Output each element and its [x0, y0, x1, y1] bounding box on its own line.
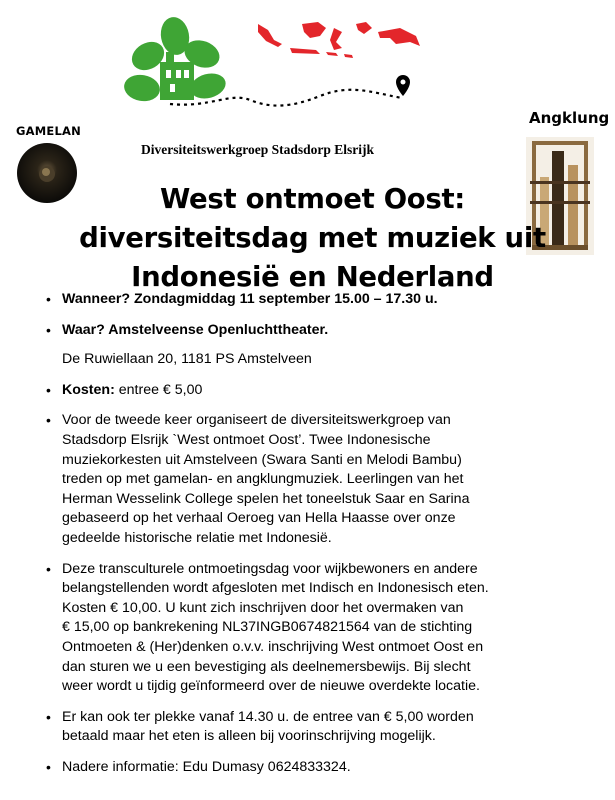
paragraph-line: Voor de tweede keer organiseert de diversiteitswerkgroep van [62, 412, 451, 429]
paragraph-line: muziekorkesten uit Amstelveen (Swara Santi en Melodi Bambu) [62, 451, 462, 468]
paragraph-line: Deze transculturele ontmoetingsdag voor wijkbewoners en andere [62, 560, 478, 577]
org-name: Diversiteitswerkgroep Stadsdorp Elsrijk [141, 142, 374, 157]
bullet-icon: • [46, 381, 51, 398]
paragraph-line: € 15,00 op bankrekening NL37INGB0674821564 van de stichting [62, 619, 473, 636]
costs-value: entree € 5,00 [114, 381, 203, 398]
paragraph-line: Kosten € 10,00. U kunt zich inschrijven door het overmaken van [62, 599, 464, 616]
title-line-3: Indonesië en Nederland [131, 261, 494, 293]
paragraph-line: Ontmoeten & (Her)denken o.v.v. inschrijving West ontmoet Oost en [62, 638, 484, 655]
paragraph-line: gedeelde historische relatie met Indonesië. [62, 529, 332, 546]
list-item-costs [44, 381, 604, 401]
stadsdorp-logo [120, 12, 425, 110]
paragraph-line: gebaseerd op het verhaal Oeroeg van Hella Haasse over onze [62, 510, 456, 527]
title-line-1: West ontmoet Oost: [159, 183, 465, 215]
bullet-icon: • [46, 708, 51, 725]
event-details [44, 290, 604, 777]
title-line-2: diversiteitsdag met muziek uit [79, 222, 546, 254]
event-title [40, 180, 585, 297]
address-text: De Ruwiellaan 20, 1181 PS Amstelveen [62, 351, 312, 368]
bullet-icon: • [46, 412, 51, 429]
gamelan-label: GAMELAN [16, 124, 81, 138]
paragraph-line: treden op met gamelan- en angklungmuziek. Leerlingen van het [62, 471, 464, 488]
bullet-icon: • [46, 560, 51, 577]
contact-text: Nadere informatie: Edu Dumasy 0624833324. [62, 758, 351, 775]
paragraph-line: betaald maar het eten is alleen bij voorinschrijving mogelijk. [62, 728, 436, 745]
when-text: Wanneer? Zondagmiddag 11 september 15.00 – 17.30 u. [62, 291, 438, 307]
bullet-icon: • [46, 758, 51, 775]
angklung-label: Angklung [529, 109, 610, 127]
bullet-icon: • [46, 291, 51, 307]
list-item-registration [44, 560, 604, 697]
list-item-when [44, 290, 604, 310]
paragraph-line: Er kan ook ter plekke vanaf 14.30 u. de entree van € 5,00 worden [62, 708, 474, 725]
list-item-on-site [44, 708, 604, 747]
paragraph-line: belangstellenden wordt afgesloten met Indisch en Indonesisch eten. [62, 580, 489, 597]
costs-label: Kosten: [62, 381, 115, 398]
paragraph-line: Stadsdorp Elsrijk `West ontmoet Oost’. Twee Indonesische [62, 431, 431, 448]
paragraph-line: dan sturen we u een bevestiging als deelnemersbewijs. Bij slecht [62, 658, 471, 675]
bullet-icon: • [46, 321, 51, 338]
list-item-contact [44, 758, 604, 778]
where-text: Waar? Amstelveense Openluchttheater. [62, 321, 329, 338]
list-item-description [44, 411, 604, 548]
list-item-where [44, 321, 604, 341]
paragraph-line: Herman Wesselink College spelen het toneelstuk Saar en Sarina [62, 490, 470, 507]
paragraph-line: weer wordt u tijdig geïnformeerd over de nieuwe overdekte locatie. [62, 678, 480, 695]
